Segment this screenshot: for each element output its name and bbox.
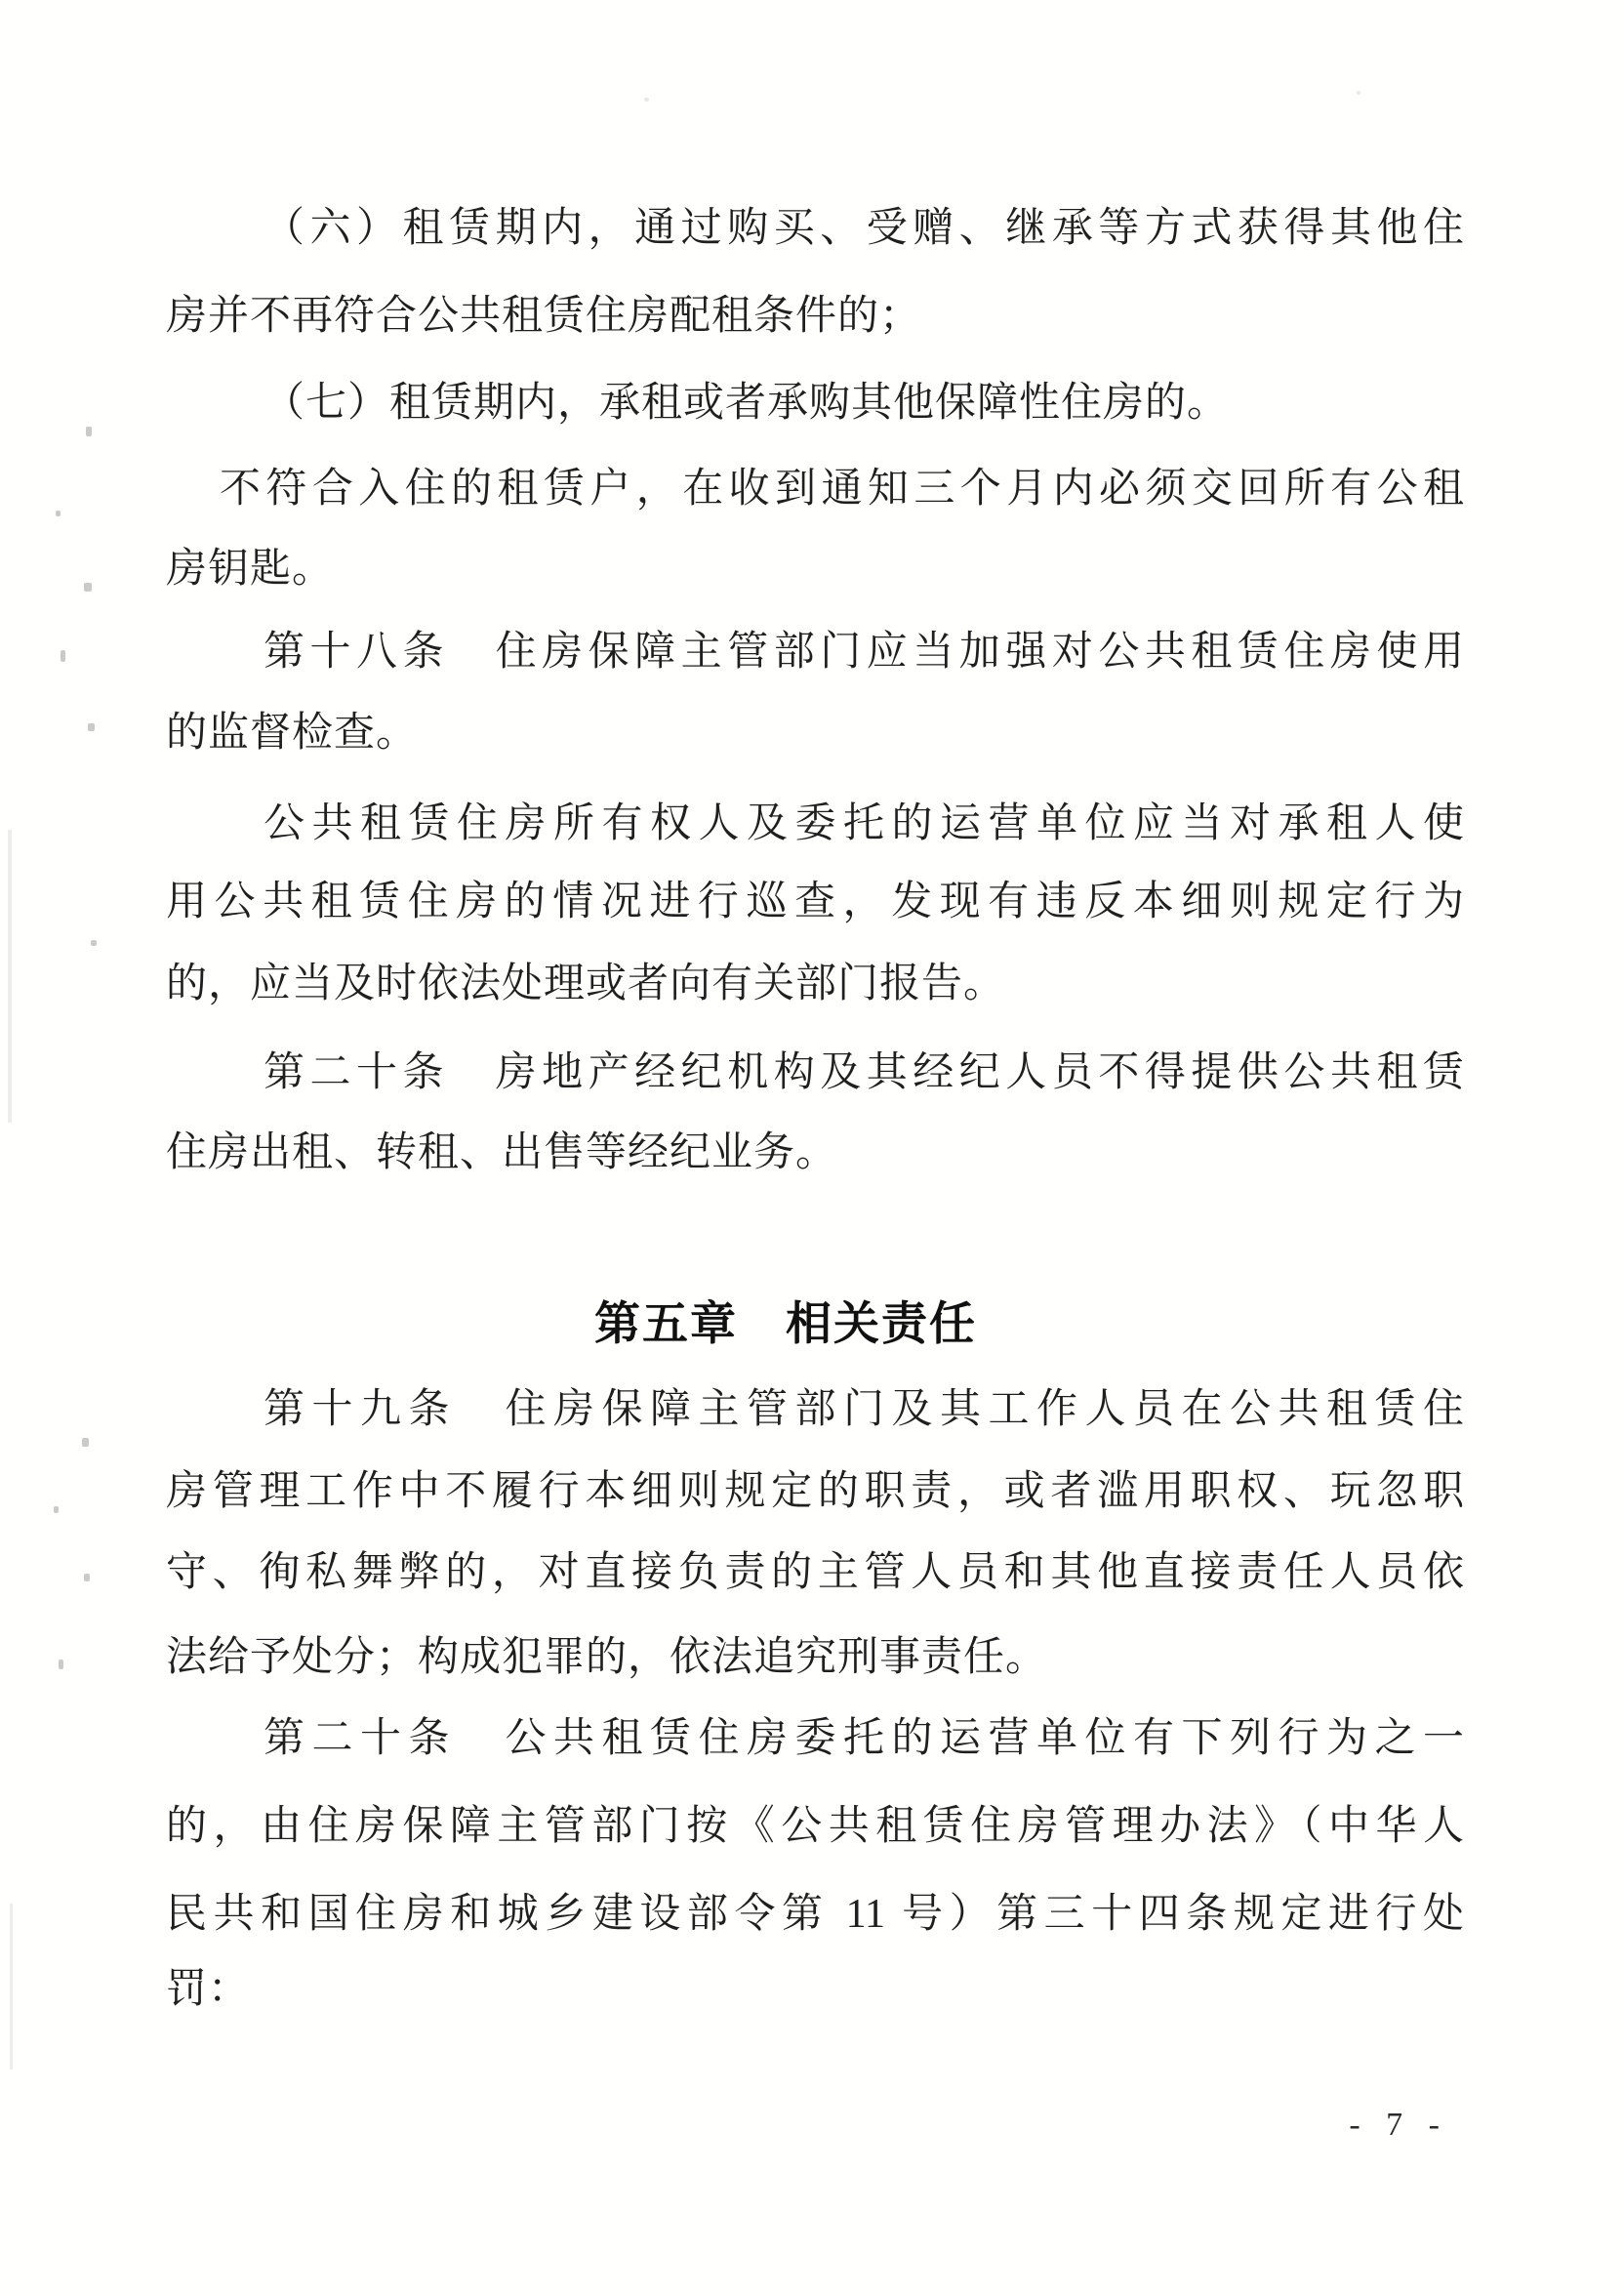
text-line: 第二十条 公共租赁住房委托的运营单位有下列行为之一 [264, 1716, 1464, 1761]
text-line: 房钥匙。 [166, 547, 335, 592]
scan-streak [8, 830, 12, 1123]
text-line: 第十八条 住房保障主管部门应当加强对公共租赁住房使用 [264, 630, 1464, 675]
text-line: 守、徇私舞弊的，对直接负责的主管人员和其他直接责任人员依 [166, 1550, 1464, 1595]
text-line: 房并不再符合公共租赁住房配租条件的； [166, 294, 922, 339]
text-line: 的监督检查。 [166, 711, 419, 756]
scan-artifact [56, 511, 61, 516]
text-line: （六）租赁期内，通过购买、受赠、继承等方式获得其他住 [264, 206, 1464, 251]
text-line: 公共租赁住房所有权人及委托的运营单位应当对承租人使 [264, 801, 1464, 846]
scan-artifact [86, 427, 92, 436]
text-line: 用公共租赁住房的情况进行巡查，发现有违反本细则规定行为 [166, 880, 1464, 924]
scan-streak [10, 1904, 13, 2070]
text-line: 罚： [166, 1967, 251, 2012]
text-line: 住房出租、转租、出售等经纪业务。 [166, 1130, 838, 1175]
scan-artifact [82, 1438, 89, 1447]
text-line: （七）租赁期内，承租或者承购其他保障性住房的。 [264, 381, 1230, 426]
scan-artifact [1357, 91, 1360, 95]
scan-artifact [91, 940, 97, 946]
scan-artifact [61, 650, 65, 662]
text-line: 房管理工作中不履行本细则规定的职责，或者滥用职权、玩忽职 [166, 1469, 1464, 1514]
scan-artifact [84, 583, 92, 592]
text-line: 民共和国住房和城乡建设部令第 11 号）第三十四条规定进行处 [166, 1892, 1464, 1937]
text-line: 第二十条 房地产经纪机构及其经纪人员不得提供公共租赁 [264, 1050, 1464, 1095]
text-line: 不符合入住的租赁户，在收到通知三个月内必须交回所有公租 [220, 467, 1464, 512]
scan-artifact [59, 1660, 63, 1669]
text-line: 法给予处分；构成犯罪的，依法追究刑事责任。 [166, 1635, 1048, 1680]
text-line: 第十九条 住房保障主管部门及其工作人员在公共租赁住 [264, 1387, 1464, 1432]
chapter-heading: 第五章 相关责任 [594, 1297, 977, 1351]
text-line: 的，应当及时依法处理或者向有关部门报告。 [166, 962, 1006, 1006]
scan-artifact [54, 1506, 59, 1513]
scan-artifact [84, 1574, 90, 1581]
scan-artifact [644, 98, 649, 102]
page-number: - 7 - [1349, 2107, 1448, 2143]
text-line: 的，由住房保障主管部门按《公共租赁住房管理办法》（中华人 [166, 1804, 1464, 1849]
scan-artifact [88, 723, 95, 731]
